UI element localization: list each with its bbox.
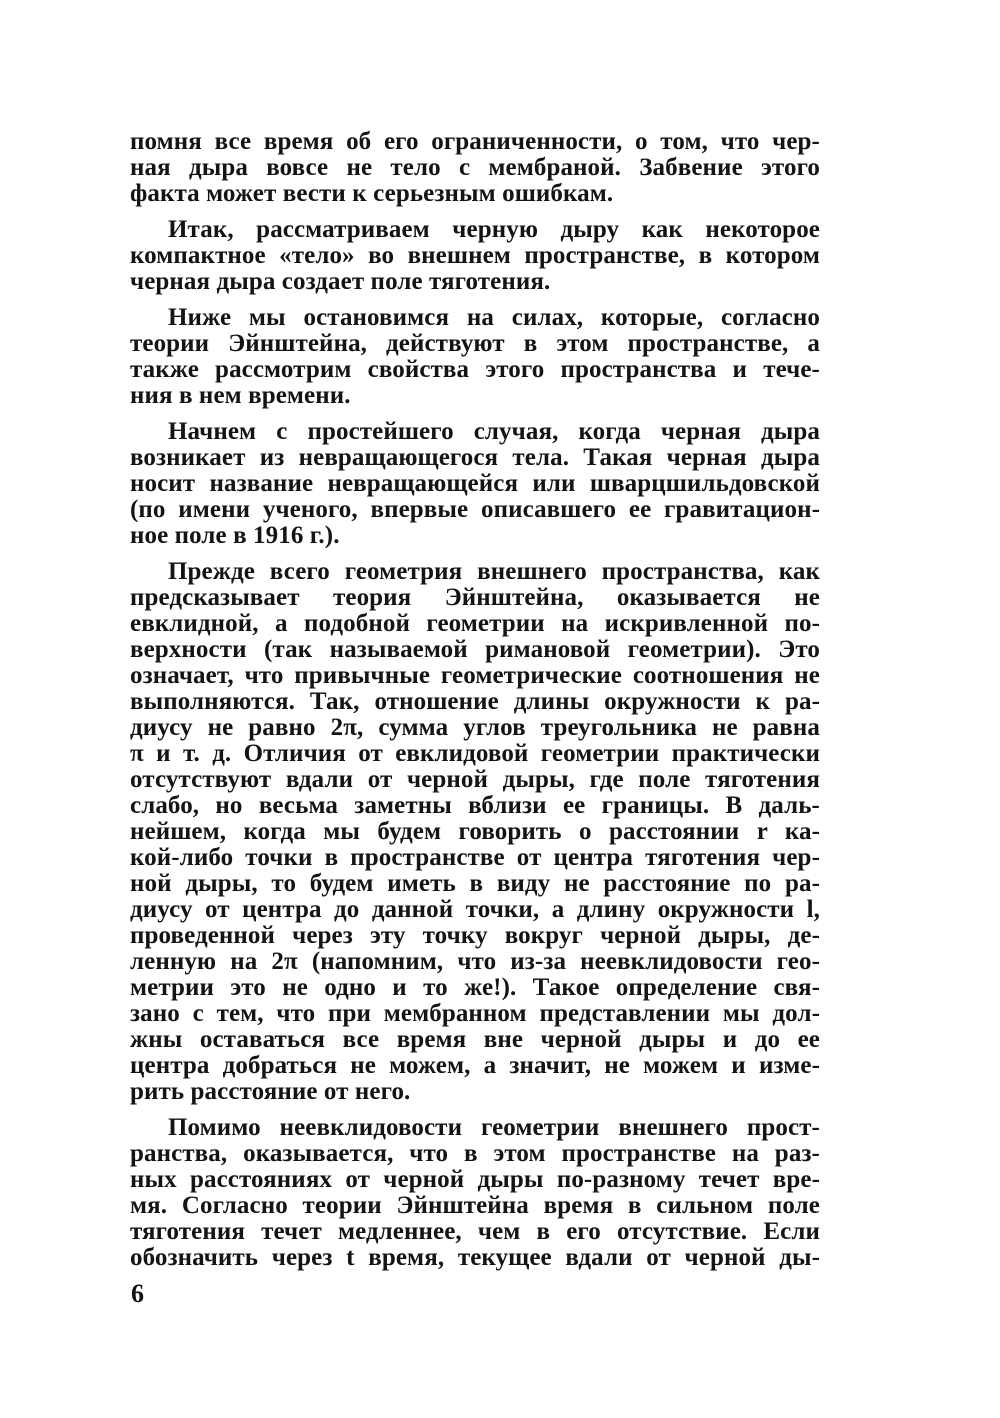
text-line: обозначить через t время, текущее вдали от черной ды-: [130, 1245, 820, 1271]
paragraph-1: [130, 129, 820, 207]
text-line: ранства, оказывается, что в этом пространстве на раз-: [130, 1141, 820, 1167]
text-line: жны оставаться все время вне черной дыры и до ее: [130, 1027, 820, 1053]
paragraph-2: [130, 217, 820, 295]
text-line: центра добраться не можем, а значит, не можем и изме-: [130, 1053, 820, 1079]
text-line: факта может вести к серьезным ошибкам.: [130, 181, 614, 207]
text-line: Помимо неевклидовости геометрии внешнего прост-: [168, 1115, 820, 1141]
text-line: ния в нем времени.: [130, 383, 351, 409]
text-line: Ниже мы остановимся на силах, которые, согласно: [168, 305, 820, 331]
text-line: Итак, рассматриваем черную дыру как некоторое: [168, 217, 820, 243]
text-line: помня все время об его ограниченности, о том, что чер-: [130, 129, 820, 155]
text-line: метрии это не одно и то же!). Такое определение свя-: [130, 975, 820, 1001]
text-line: ных расстояниях от черной дыры по-разному течет вре-: [130, 1167, 820, 1193]
text-line: (по имени ученого, впервые описавшего ее гравитацион-: [130, 497, 820, 523]
page-number: 6: [131, 1279, 144, 1308]
text-line: диусу от центра до данной точки, а длину окружности l,: [130, 897, 820, 923]
text-line: ное поле в 1916 г.).: [130, 523, 340, 549]
body-text: [130, 129, 820, 1281]
text-line: кой-либо точки в пространстве от центра тяготения чер-: [130, 845, 820, 871]
text-line: слабо, но весьма заметны вблизи ее границы. В даль-: [130, 793, 820, 819]
text-line: рить расстояние от него.: [130, 1079, 411, 1105]
text-line: выполняются. Так, отношение длины окружности к ра-: [130, 689, 820, 715]
text-line: мя. Согласно теории Эйнштейна время в сильном поле: [130, 1193, 820, 1219]
text-line: ной дыры, то будем иметь в виду не расстояние по ра-: [130, 871, 820, 897]
text-line: означает, что привычные геометрические соотношения не: [130, 663, 820, 689]
text-line: проведенной через эту точку вокруг черной дыры, де-: [130, 923, 820, 949]
paragraph-3: [130, 305, 820, 409]
text-line: зано с тем, что при мембранном представлении мы дол-: [130, 1001, 820, 1027]
text-line: тяготения течет медленнее, чем в его отсутствие. Если: [130, 1219, 820, 1245]
text-line: ленную на 2π (напомним, что из-за неевклидовости гео-: [130, 949, 820, 975]
text-line: π и т. д. Отличия от евклидовой геометрии практически: [130, 741, 820, 767]
paragraph-4: [130, 419, 820, 549]
text-line: отсутствуют вдали от черной дыры, где поле тяготения: [130, 767, 820, 793]
text-line: Прежде всего геометрия внешнего пространства, как: [168, 559, 820, 585]
text-line: теории Эйнштейна, действуют в этом пространстве, а: [130, 331, 820, 357]
text-line: евклидной, а подобной геометрии на искривленной по-: [130, 611, 820, 637]
text-line: Начнем с простейшего случая, когда черная дыра: [168, 419, 820, 445]
paragraph-5: [130, 559, 820, 1105]
text-line: диусу не равно 2π, сумма углов треугольника не равна: [130, 715, 820, 741]
text-line: носит название невращающейся или шварцшильдовской: [130, 471, 820, 497]
text-line: предсказывает теория Эйнштейна, оказывается не: [130, 585, 820, 611]
text-line: возникает из невращающегося тела. Такая черная дыра: [130, 445, 820, 471]
text-line: ная дыра вовсе не тело с мембраной. Забвение этого: [130, 155, 820, 181]
text-line: черная дыра создает поле тяготения.: [130, 269, 551, 295]
text-line: нейшем, когда мы будем говорить о расстоянии r ка-: [130, 819, 820, 845]
text-line: компактное «тело» во внешнем пространстве, в котором: [130, 243, 820, 269]
text-line: верхности (так называемой римановой геометрии). Это: [130, 637, 820, 663]
text-line: также рассмотрим свойства этого пространства и тече-: [130, 357, 820, 383]
paragraph-6: [130, 1115, 820, 1271]
